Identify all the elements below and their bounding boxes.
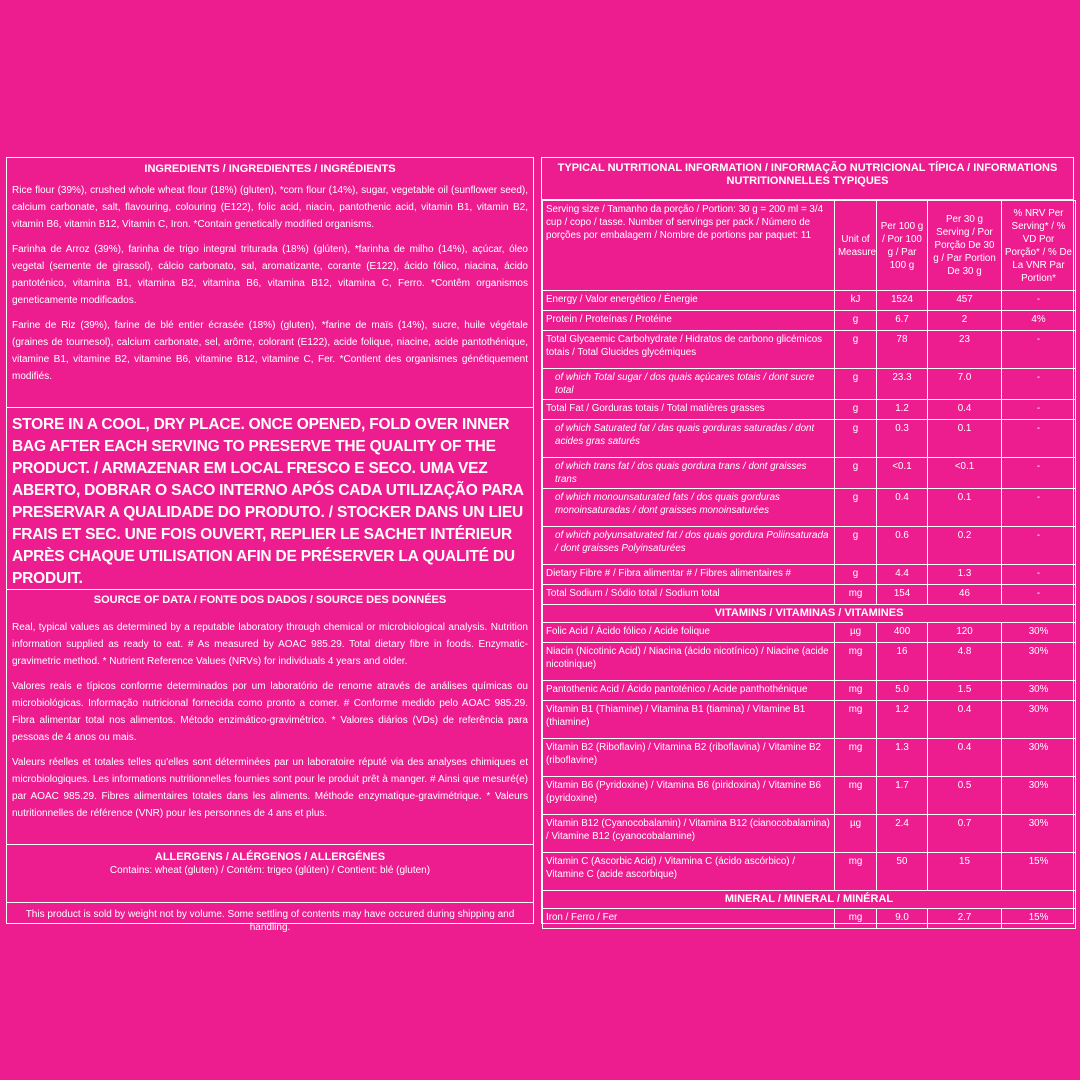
source-text [7,619,533,822]
nutrient-name: Total Fat / Gorduras totais / Total matières grasses [543,400,835,420]
nutrient-per100: 1524 [877,291,928,311]
source-title: SOURCE OF DATA / FONTE DOS DADOS / SOURCE DES DONNÉES [93,594,447,606]
nutrient-unit: g [835,400,877,420]
nutrient-unit: mg [835,701,877,739]
nutrient-unit: mg [835,739,877,777]
left-panel [6,157,534,933]
nutrient-nrv: - [1002,331,1076,369]
nutrient-nrv: - [1002,527,1076,565]
nutrient-per30: 15 [928,853,1002,891]
nutrient-row [543,777,1076,815]
nutrient-per100: 1.2 [877,400,928,420]
nutrient-row [543,291,1076,311]
nutrient-per30: 0.1 [928,420,1002,458]
nutrient-per30: 0.5 [928,777,1002,815]
nutrient-unit: mg [835,643,877,681]
nutrient-per100: 400 [877,623,928,643]
nutrient-row [543,489,1076,527]
nutrient-name: of which monounsaturated fats / dos quais gorduras monoinsaturadas / dont graisses monoinsaturées [543,489,835,527]
ingredients-section [7,158,533,408]
nutrient-unit: mg [835,585,877,605]
nutrient-per30: 0.4 [928,400,1002,420]
nutrient-row [543,739,1076,777]
nutrition-table [542,200,1076,929]
nutrient-unit: g [835,369,877,400]
nutrient-per100: 6.7 [877,311,928,331]
nutrient-unit: g [835,331,877,369]
nutrient-name: Vitamin B2 (Riboflavin) / Vitamina B2 (riboflavina) / Vitamine B2 (riboflavine) [543,739,835,777]
ingredients-pt: Farinha de Arroz (39%), farinha de trigo integral triturada (18%) (glúten), *farinha de milho (14%), açúcar, óleo vegetal (semente de girassol), cálcio carbonato, sal, aromatizante, corante (E122), ácido fólico, niacina, ácido pantoténico, vitamina B1, vitamina B2, vitamina B6, vitamina B12, vitamina C, Ferro. *Contêm organismos geneticamente modificados. [12,244,528,306]
nutrient-per100: 1.7 [877,777,928,815]
nutrient-per100: 5.0 [877,681,928,701]
nutrient-per100: 23.3 [877,369,928,400]
nutrient-row [543,420,1076,458]
nutrient-per100: 154 [877,585,928,605]
nutrient-name: Pantothenic Acid / Ácido pantoténico / Acide panthothénique [543,681,835,701]
nutrient-unit: mg [835,909,877,929]
nutrient-nrv: 30% [1002,701,1076,739]
nutrient-row [543,458,1076,489]
nutrient-per100: 1.2 [877,701,928,739]
nutrient-name: Iron / Ferro / Fer [543,909,835,929]
nutrient-name: Vitamin B6 (Pyridoxine) / Vitamina B6 (piridoxina) / Vitamine B6 (pyridoxine) [543,777,835,815]
header-per30: Per 30 g Serving / Por Porção De 30 g / Par Portion De 30 g [928,201,1002,291]
nutrient-row [543,853,1076,891]
nutrient-unit: g [835,458,877,489]
nutrient-row [543,701,1076,739]
nutrient-name: Vitamin B12 (Cyanocobalamin) / Vitamina B12 (cianocobalamina) / Vitamine B12 (cyanocobalamine) [543,815,835,853]
nutrient-unit: mg [835,853,877,891]
nutrient-nrv: 30% [1002,739,1076,777]
mineral-header-label: MINERAL / MINERAL / MINÉRAL [543,891,1076,909]
nutrition-title: TYPICAL NUTRITIONAL INFORMATION / INFORMAÇÃO NUTRICIONAL TÍPICA / INFORMATIONS NUTRITIONNELLES TYPIQUES [542,158,1073,200]
nutrient-row [543,311,1076,331]
nutrient-row [543,623,1076,643]
nutrient-name: Dietary Fibre # / Fibra alimentar # / Fibres alimentaires # [543,565,835,585]
source-fr: Valeurs réelles et totales telles qu'elles sont déterminées par un laboratoire réputé via des analyses chimiques et microbiologiques. Les informations nutritionnelles fournies sont pour le produit prêt à manger. # Ainsi que mesuré(e) par AOAC 985.29. Fibres alimentaires totales dans les aliments. Méthode enzymatique-gravimétrique. * Valeurs nutritionnelles de référence (VNR) pour les personnes de 4 ans et plus. [12,757,528,819]
nutrient-nrv: 30% [1002,777,1076,815]
nutrient-row [543,565,1076,585]
nutrient-per30: 1.5 [928,681,1002,701]
nutrient-row [543,400,1076,420]
nutrient-nrv: - [1002,585,1076,605]
nutrient-per30: 7.0 [928,369,1002,400]
header-unit: Unit of Measure [835,201,877,291]
nutrient-unit: mg [835,681,877,701]
nutrient-row [543,331,1076,369]
nutrient-per30: 0.4 [928,701,1002,739]
nutrient-per100: 0.4 [877,489,928,527]
nutrient-per100: 9.0 [877,909,928,929]
allergens-title: ALLERGENS / ALÉRGENOS / ALLERGÉNES [154,851,386,863]
nutrient-per30: 23 [928,331,1002,369]
mineral-header [543,891,1076,909]
nutrient-name: Total Sodium / Sódio total / Sodium total [543,585,835,605]
nutrient-row [543,369,1076,400]
vitamins-header-label: VITAMINS / VITAMINAS / VITAMINES [543,605,1076,623]
allergens-section [7,845,533,903]
nutrient-per30: 2 [928,311,1002,331]
header-per100: Per 100 g / Por 100 g / Par 100 g [877,201,928,291]
nutrient-per30: 120 [928,623,1002,643]
nutrient-nrv: - [1002,489,1076,527]
nutrient-per100: <0.1 [877,458,928,489]
nutrient-unit: µg [835,623,877,643]
nutrient-per30: 0.7 [928,815,1002,853]
nutrient-name: of which trans fat / dos quais gordura trans / dont graisses trans [543,458,835,489]
nutrient-per100: 16 [877,643,928,681]
nutrient-name: Folic Acid / Ácido fólico / Acide folique [543,623,835,643]
ingredients-title: INGREDIENTS / INGREDIENTES / INGRÉDIENTS [144,163,396,175]
nutrient-per100: 0.3 [877,420,928,458]
nutrient-per30: 2.7 [928,909,1002,929]
vitamins-header [543,605,1076,623]
nutrient-row [543,585,1076,605]
nutrient-per100: 0.6 [877,527,928,565]
nutrient-row [543,527,1076,565]
nutrient-row [543,681,1076,701]
header-nrv: % NRV Per Serving* / % VD Por Porção* / % De La VNR Par Portion* [1002,201,1076,291]
nutrient-row [543,909,1076,929]
nutrient-name: of which Total sugar / dos quais açúcares totais / dont sucre total [543,369,835,400]
nutrient-per30: 457 [928,291,1002,311]
nutrient-per30: 0.1 [928,489,1002,527]
nutrient-unit: g [835,565,877,585]
nutrient-name: Total Glycaemic Carbohydrate / Hidratos de carbono glicémicos totais / Total Glucides glycémiques [543,331,835,369]
nutrient-name: Protein / Proteínas / Protéine [543,311,835,331]
nutrient-nrv: - [1002,369,1076,400]
nutrient-unit: g [835,311,877,331]
source-section [7,590,533,845]
nutrient-name: of which polyunsaturated fat / dos quais gordura Poliinsaturada / dont graisses Polyinsaturées [543,527,835,565]
nutrient-per100: 50 [877,853,928,891]
ingredients-text [7,182,533,385]
nutrient-nrv: 30% [1002,681,1076,701]
nutrient-per100: 2.4 [877,815,928,853]
nutrient-name: of which Saturated fat / das quais gorduras saturadas / dont acides gras saturés [543,420,835,458]
nutrient-per100: 78 [877,331,928,369]
source-pt: Valores reais e típicos conforme determinados por um laboratório de renome através de análises químicas ou microbiológicas. Informação nutricional fornecida como pronto a comer. # Conforme medido pelo AOAC 985.29. Fibra alimentar total nos alimentos. Método enzimático-gravimétrico. * Valores diários (VDs) de referência para pessoas de 4 anos ou mais. [12,681,528,743]
nutrient-unit: g [835,527,877,565]
nutrient-per30: 46 [928,585,1002,605]
nutrient-per30: 4.8 [928,643,1002,681]
table-header-row [543,201,1076,291]
nutrient-unit: g [835,420,877,458]
nutrient-unit: kJ [835,291,877,311]
nutrient-per30: 0.4 [928,739,1002,777]
nutrient-name: Vitamin C (Ascorbic Acid) / Vitamina C (ácido ascórbico) / Vitamine C (acide ascorbique) [543,853,835,891]
allergens-text: Contains: wheat (gluten) / Contém: trigeo (glúten) / Contient: blé (gluten) [109,865,431,876]
nutrient-unit: µg [835,815,877,853]
weight-notice: This product is sold by weight not by volume. Some settling of contents may have occured during shipping and handling. [25,909,515,933]
nutrient-per100: 1.3 [877,739,928,777]
nutrient-name: Niacin (Nicotinic Acid) / Niacina (ácido nicotínico) / Niacine (acide nicotinique) [543,643,835,681]
nutrient-per30: 1.3 [928,565,1002,585]
storage-instructions: STORE IN A COOL, DRY PLACE. ONCE OPENED, FOLD OVER INNER BAG AFTER EACH SERVING TO PRESERVE THE QUALITY OF THE PRODUCT. / ARMAZENAR EM LOCAL FRESCO E SECO. UMA VEZ ABERTO, DOBRAR O SACO INTERNO APÓS CADA UTILIZAÇÃO PARA PRESERVAR A QUALIDADE DO PRODUTO. / STOCKER DANS UN LIEU FRAIS ET SEC. UNE FOIS OUVERT, REPLIER LE SACHET INTÉRIEUR APRÈS CHAQUE UTILISATION AFIN DE PRÉSERVER LA QUALITÉ DU PRODUIT. [7,408,533,590]
nutrient-row [543,815,1076,853]
ingredients-en: Rice flour (39%), crushed whole wheat flour (18%) (gluten), *corn flour (14%), sugar, vegetable oil (sunflower seed), calcium carbonate, salt, flavouring, colouring (E122), folic acid, niacin, pantothenic acid, vitamin B1, vitamin B2, vitamin B6, vitamin B12, Vitamin C, Iron. *Contain genetically modified organisms. [12,185,528,230]
nutrient-nrv: - [1002,565,1076,585]
nutrient-nrv: 15% [1002,909,1076,929]
ingredients-fr: Farine de Riz (39%), farine de blé entier écrasée (18%) (gluten), *farine de maïs (14%), sucre, huile végétale (graines de tournesol), calcium carbonate, sel, arôme, colorant (E122), acide folique, niacine, acide pantothénique, vitamine B1, vitamine B2, vitamine B6, vitamine B12, vitamine C, Fer. *Contient des organismes génétiquement modifiés. [12,320,528,382]
nutrient-nrv: - [1002,458,1076,489]
nutrient-nrv: - [1002,291,1076,311]
nutrient-per30: 0.2 [928,527,1002,565]
serving-info: Serving size / Tamanho da porção / Portion: 30 g = 200 ml = 3/4 cup / copo / tasse. Number of servings per pack / Número de porções por embalagem / Nombre de portions par paquet: 11 [543,201,835,291]
nutrition-panel [541,157,1074,924]
nutrient-unit: mg [835,777,877,815]
nutrient-per100: 4.4 [877,565,928,585]
source-en: Real, typical values as determined by a reputable laboratory through chemical or microbiological analysis. Nutrition information supplied as ready to eat. # As measured by AOAC 985.29. Total dietary fibre in foods. Enzymatic-gravimetric method. * Nutrient Reference Values (NRVs) for individuals 4 years and older. [12,622,528,667]
nutrient-per30: <0.1 [928,458,1002,489]
nutrient-name: Vitamin B1 (Thiamine) / Vitamina B1 (tiamina) / Vitamine B1 (thiamine) [543,701,835,739]
nutrient-nrv: 30% [1002,643,1076,681]
nutrient-nrv: 30% [1002,623,1076,643]
nutrient-row [543,643,1076,681]
nutrient-nrv: - [1002,420,1076,458]
nutrient-nrv: - [1002,400,1076,420]
nutrient-name: Energy / Valor energético / Énergie [543,291,835,311]
nutrient-unit: g [835,489,877,527]
nutrient-nrv: 30% [1002,815,1076,853]
nutrient-nrv: 15% [1002,853,1076,891]
nutrient-nrv: 4% [1002,311,1076,331]
